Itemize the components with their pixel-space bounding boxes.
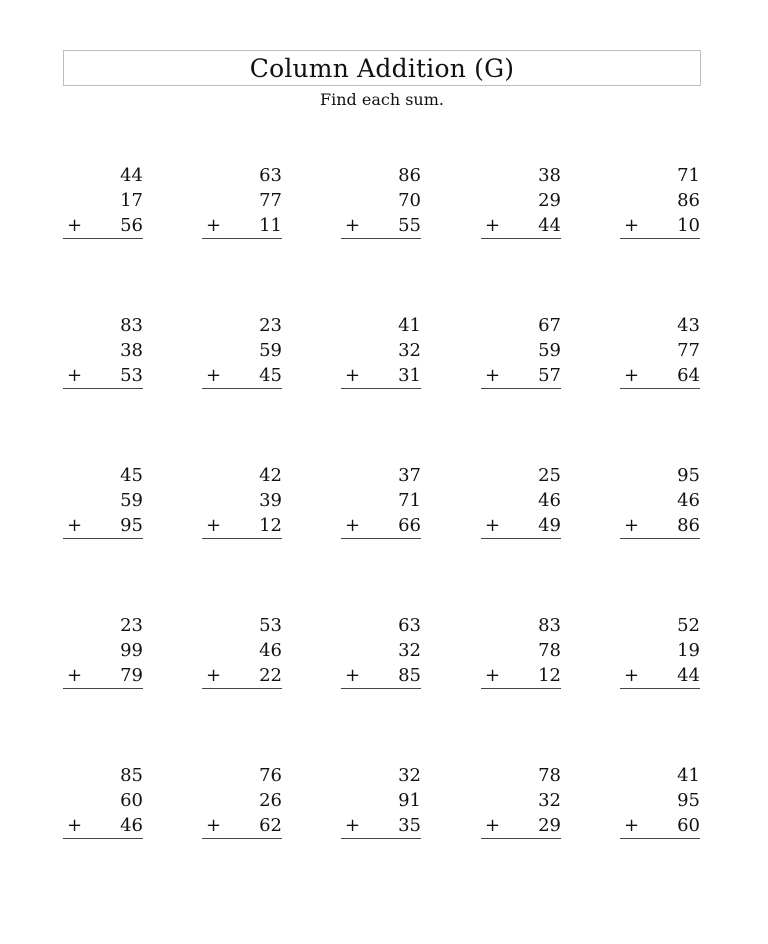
plus-sign: + xyxy=(485,215,501,236)
addend: 78 xyxy=(538,640,561,661)
addend: 55 xyxy=(398,215,421,236)
addition-problem xyxy=(63,313,143,389)
addend: 85 xyxy=(120,765,143,786)
title-box xyxy=(63,50,701,86)
addend: 53 xyxy=(259,615,282,636)
plus-sign: + xyxy=(67,515,83,536)
addend: 25 xyxy=(538,465,561,486)
addend: 83 xyxy=(120,315,143,336)
last-addend-line xyxy=(620,213,700,239)
addend: 37 xyxy=(398,465,421,486)
problem-row xyxy=(63,613,703,763)
addition-problem xyxy=(620,163,700,239)
addend: 49 xyxy=(538,515,561,536)
last-addend-line xyxy=(202,663,282,689)
plus-sign: + xyxy=(67,215,83,236)
last-addend-line xyxy=(202,813,282,839)
worksheet-instructions: Find each sum. xyxy=(320,90,444,109)
addition-problem xyxy=(63,163,143,239)
addend: 53 xyxy=(120,365,143,386)
addition-problem xyxy=(481,463,561,539)
addend: 29 xyxy=(538,815,561,836)
addend: 57 xyxy=(538,365,561,386)
addend: 63 xyxy=(259,165,282,186)
last-addend-line xyxy=(202,363,282,389)
addend: 17 xyxy=(120,190,143,211)
addend: 67 xyxy=(538,315,561,336)
addend: 46 xyxy=(259,640,282,661)
addition-problem xyxy=(481,613,561,689)
plus-sign: + xyxy=(624,515,640,536)
plus-sign: + xyxy=(67,815,83,836)
addend: 41 xyxy=(398,315,421,336)
addend: 71 xyxy=(398,490,421,511)
addend: 45 xyxy=(259,365,282,386)
addend: 95 xyxy=(120,515,143,536)
addend: 78 xyxy=(538,765,561,786)
addend: 26 xyxy=(259,790,282,811)
last-addend-line xyxy=(341,663,421,689)
addend: 99 xyxy=(120,640,143,661)
addend: 85 xyxy=(398,665,421,686)
addend: 91 xyxy=(398,790,421,811)
addition-problem xyxy=(620,313,700,389)
plus-sign: + xyxy=(624,215,640,236)
plus-sign: + xyxy=(624,365,640,386)
last-addend-line xyxy=(341,813,421,839)
last-addend-line xyxy=(341,513,421,539)
last-addend-line xyxy=(63,813,143,839)
addend: 22 xyxy=(259,665,282,686)
problem-row xyxy=(63,313,703,463)
addition-problem xyxy=(202,163,282,239)
addend: 42 xyxy=(259,465,282,486)
addend: 83 xyxy=(538,615,561,636)
addend: 60 xyxy=(120,790,143,811)
addend: 32 xyxy=(398,640,421,661)
plus-sign: + xyxy=(67,365,83,386)
addend: 60 xyxy=(677,815,700,836)
addend: 23 xyxy=(120,615,143,636)
addition-problem xyxy=(202,763,282,839)
addition-problem xyxy=(341,463,421,539)
addition-problem xyxy=(481,313,561,389)
problem-row xyxy=(63,163,703,313)
addend: 41 xyxy=(677,765,700,786)
addition-problem xyxy=(620,463,700,539)
problem-row xyxy=(63,463,703,613)
addend: 46 xyxy=(677,490,700,511)
addend: 32 xyxy=(538,790,561,811)
worksheet-title: Column Addition (G) xyxy=(249,53,515,83)
addend: 46 xyxy=(538,490,561,511)
addend: 76 xyxy=(259,765,282,786)
addend: 46 xyxy=(120,815,143,836)
last-addend-line xyxy=(63,513,143,539)
last-addend-line xyxy=(481,813,561,839)
addend: 62 xyxy=(259,815,282,836)
addition-problem xyxy=(620,613,700,689)
addend: 71 xyxy=(677,165,700,186)
plus-sign: + xyxy=(206,515,222,536)
addend: 11 xyxy=(259,215,282,236)
addend: 23 xyxy=(259,315,282,336)
addition-problem xyxy=(341,613,421,689)
addend: 32 xyxy=(398,340,421,361)
addition-problem xyxy=(202,313,282,389)
addend: 66 xyxy=(398,515,421,536)
addend: 77 xyxy=(677,340,700,361)
addition-problem xyxy=(481,763,561,839)
addend: 77 xyxy=(259,190,282,211)
plus-sign: + xyxy=(485,815,501,836)
addition-problem xyxy=(341,163,421,239)
addend: 52 xyxy=(677,615,700,636)
addition-problem xyxy=(63,613,143,689)
last-addend-line xyxy=(481,513,561,539)
addition-problem xyxy=(63,463,143,539)
last-addend-line xyxy=(63,363,143,389)
addend: 32 xyxy=(398,765,421,786)
plus-sign: + xyxy=(345,365,361,386)
addend: 29 xyxy=(538,190,561,211)
addition-problem xyxy=(341,763,421,839)
plus-sign: + xyxy=(485,515,501,536)
addend: 95 xyxy=(677,465,700,486)
addend: 64 xyxy=(677,365,700,386)
plus-sign: + xyxy=(206,365,222,386)
last-addend-line xyxy=(202,513,282,539)
plus-sign: + xyxy=(345,215,361,236)
plus-sign: + xyxy=(345,515,361,536)
addend: 31 xyxy=(398,365,421,386)
plus-sign: + xyxy=(624,665,640,686)
addend: 59 xyxy=(120,490,143,511)
last-addend-line xyxy=(620,663,700,689)
plus-sign: + xyxy=(206,665,222,686)
addend: 12 xyxy=(259,515,282,536)
problem-row xyxy=(63,763,703,913)
last-addend-line xyxy=(481,663,561,689)
addition-problem xyxy=(620,763,700,839)
plus-sign: + xyxy=(485,365,501,386)
addend: 45 xyxy=(120,465,143,486)
last-addend-line xyxy=(341,213,421,239)
addend: 38 xyxy=(120,340,143,361)
last-addend-line xyxy=(481,213,561,239)
addend: 63 xyxy=(398,615,421,636)
addend: 86 xyxy=(677,190,700,211)
addend: 19 xyxy=(677,640,700,661)
addend: 59 xyxy=(259,340,282,361)
plus-sign: + xyxy=(624,815,640,836)
plus-sign: + xyxy=(206,815,222,836)
addition-problem xyxy=(63,763,143,839)
addend: 59 xyxy=(538,340,561,361)
addend: 38 xyxy=(538,165,561,186)
addend: 70 xyxy=(398,190,421,211)
addition-problem xyxy=(202,613,282,689)
addend: 39 xyxy=(259,490,282,511)
last-addend-line xyxy=(620,813,700,839)
last-addend-line xyxy=(202,213,282,239)
plus-sign: + xyxy=(485,665,501,686)
addend: 44 xyxy=(538,215,561,236)
last-addend-line xyxy=(63,213,143,239)
plus-sign: + xyxy=(345,815,361,836)
last-addend-line xyxy=(341,363,421,389)
addend: 35 xyxy=(398,815,421,836)
problem-grid xyxy=(63,163,703,913)
last-addend-line xyxy=(481,363,561,389)
plus-sign: + xyxy=(206,215,222,236)
addend: 79 xyxy=(120,665,143,686)
addend: 86 xyxy=(398,165,421,186)
addend: 44 xyxy=(677,665,700,686)
addend: 44 xyxy=(120,165,143,186)
addend: 86 xyxy=(677,515,700,536)
addition-problem xyxy=(202,463,282,539)
addition-problem xyxy=(341,313,421,389)
last-addend-line xyxy=(63,663,143,689)
addend: 56 xyxy=(120,215,143,236)
addend: 12 xyxy=(538,665,561,686)
addend: 10 xyxy=(677,215,700,236)
addition-problem xyxy=(481,163,561,239)
last-addend-line xyxy=(620,513,700,539)
addend: 95 xyxy=(677,790,700,811)
addend: 43 xyxy=(677,315,700,336)
last-addend-line xyxy=(620,363,700,389)
plus-sign: + xyxy=(345,665,361,686)
plus-sign: + xyxy=(67,665,83,686)
